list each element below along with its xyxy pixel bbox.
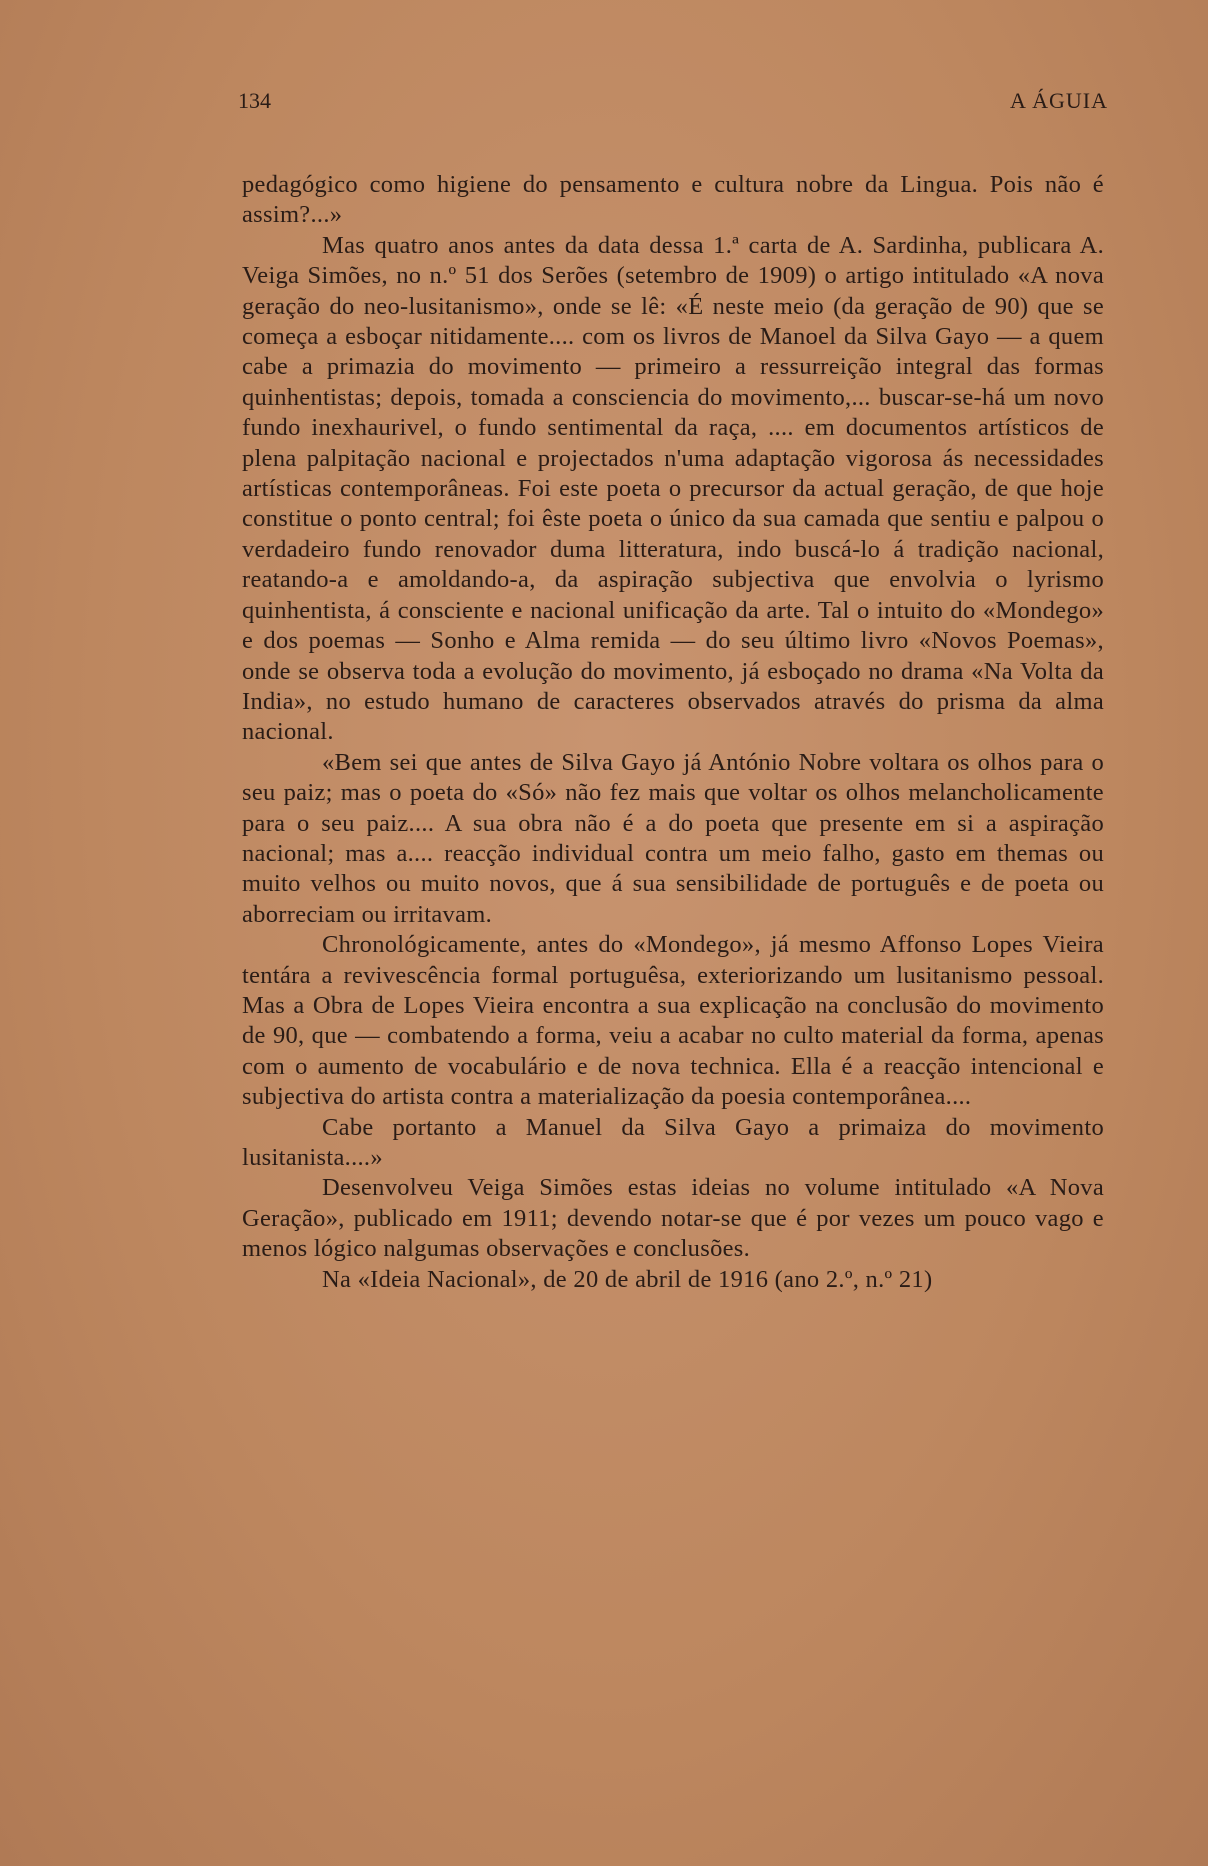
running-title: A ÁGUIA — [1009, 88, 1108, 113]
paragraph-6: Desenvolveu Veiga Simões estas ideias no volume intitulado «A Nova Geração», publicado em 1911; devendo notar-se que é por vezes um pouco vago e menos lógico nalgumas observações e conclusões. — [242, 1174, 1104, 1263]
paragraph-2: Mas quatro anos antes da data dessa 1.ª carta de A. Sardinha, publicara A. Veiga Simões, no n.º 51 dos Serões (setembro de 1909) o artigo intitulado «A nova geração do neo-lusitanismo», onde se lê: «É neste meio (da geração de 90) que se começa a esboçar nitidamente.... com os livros de Manoel da Silva Gayo — a quem cabe a primazia do movimento — primeiro a ressurreição integral das formas quinhentistas; depois, tomada a consciencia do movimento,... buscar-se-há um novo fundo inexhaurivel, o fundo sentimental da raça, .... em documentos artísticos de plena palpitação nacional e projectados n'uma adaptação vigorosa ás necessidades artísticas contemporâneas. Foi este poeta o precursor da actual geração, de que hoje constitue o ponto central; foi êste poeta o único da sua camada que sentiu e palpou o verdadeiro fundo renovador duma litteratura, indo buscá-lo á tradição nacional, reatando-a e amoldando-a, da aspiração subjectiva que envolvia o lyrismo quinhentista, á consciente e nacional unificação da arte. Tal o intuito do «Mondego» e dos poemas — Sonho e Alma remida — do seu último livro «Novos Poemas», onde se observa toda a evolução do movimento, já esboçado no drama «Na Volta da India», no estudo humano de caracteres observados através do prisma da alma nacional. — [242, 231, 1104, 746]
paragraph-5: Cabe portanto a Manuel da Silva Gayo a primaiza do movimento lusitanista....» — [242, 1113, 1104, 1171]
paragraph-4: Chronológicamente, antes do «Mondego», já mesmo Affonso Lopes Vieira tentára a revivescência formal portuguêsa, exteriorizando um lusitanismo pessoal. Mas a Obra de Lopes Vieira encontra a sua explicação na conclusão do movimento de 90, que — combatendo a forma, veiu a acabar no culto material da forma, apenas com o aumento de vocabulário e de nova technica. Ella é a reacção intencional e subjectiva do artista contra a materialização da poesia contemporânea.... — [242, 931, 1104, 1111]
paragraph-3: «Bem sei que antes de Silva Gayo já António Nobre voltara os olhos para o seu paiz; mas o poeta do «Só» não fez mais que voltar os olhos melancholicamente para o seu paiz.... A sua obra não é a do poeta que presente em si a aspiração nacional; mas a.... reacção individual contra um meio falho, gasto em themas ou muito velhos ou muito novos, que á sua sensibilidade de português e de poeta ou aborreciam ou irritavam. — [242, 748, 1104, 928]
body-text — [242, 170, 1104, 1295]
page-header — [238, 88, 1108, 128]
page-number: 134 — [238, 88, 271, 113]
paragraph-1: pedagógico como higiene do pensamento e cultura nobre da Lingua. Pois não é assim?...» — [242, 171, 1104, 229]
paragraph-7: Na «Ideia Nacional», de 20 de abril de 1916 (ano 2.º, n.º 21) — [322, 1265, 933, 1293]
